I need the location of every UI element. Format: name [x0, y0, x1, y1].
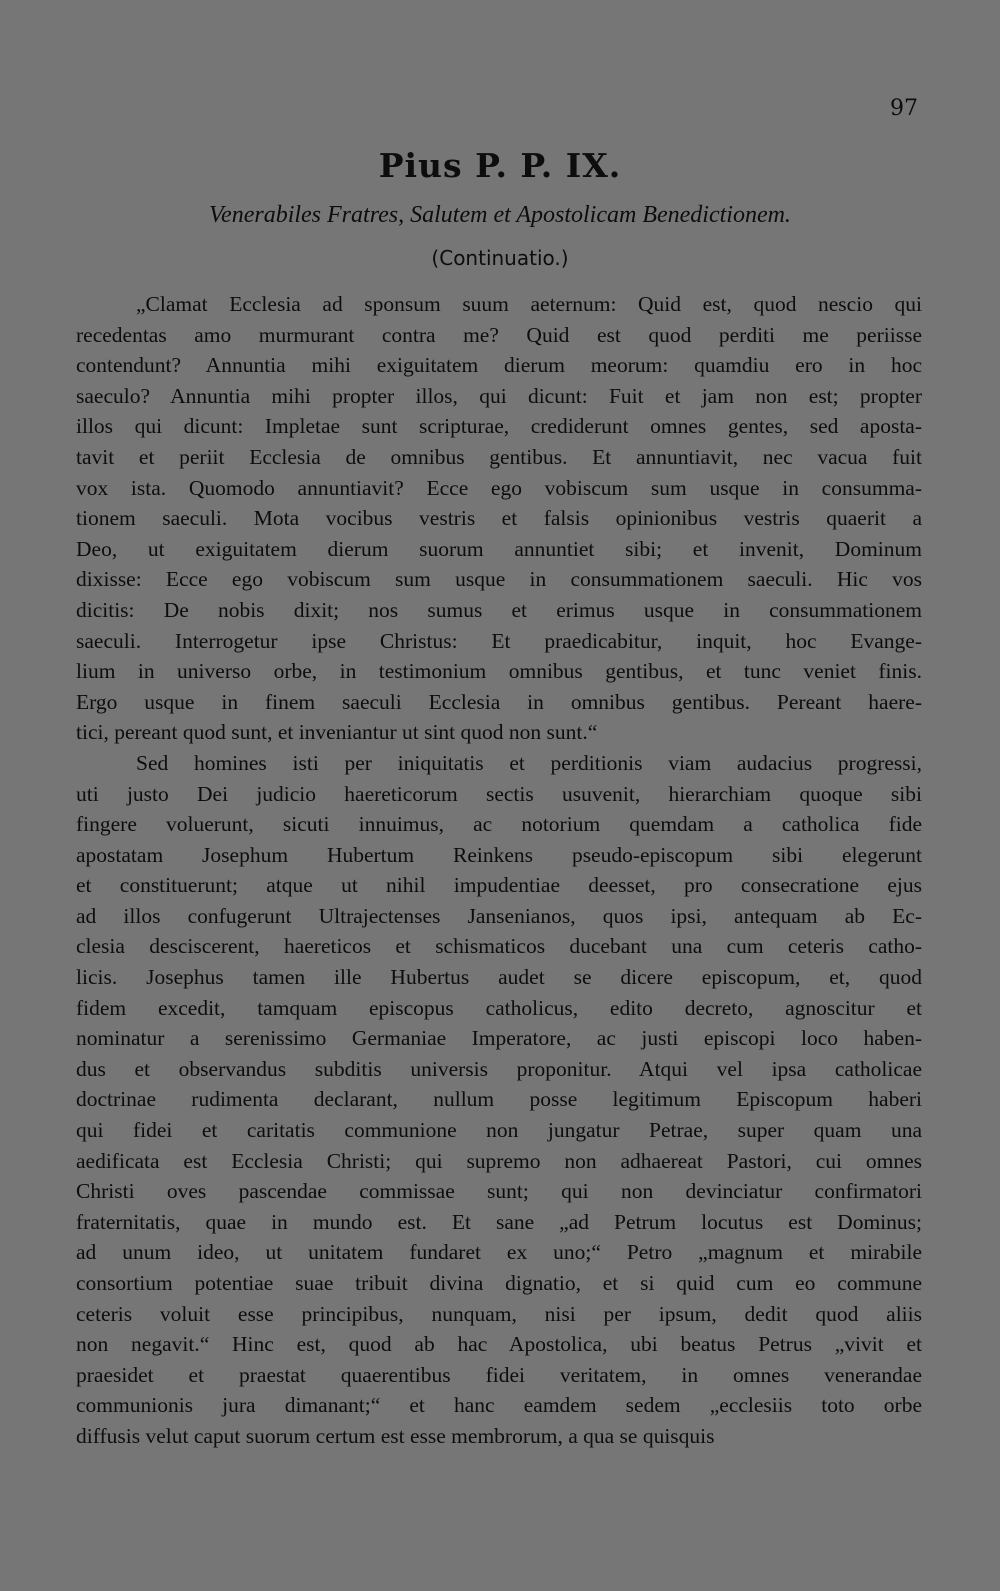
text-line: saeculo? Annuntia mihi propter illos, qui dicunt: Fuit et jam non est; propter	[76, 383, 922, 408]
text-line: tavit et periit Ecclesia de omnibus gentibus. Et annuntiavit, nec vacua fuit	[76, 444, 922, 469]
text-line: clesia desciscerent, haereticos et schismaticos ducebant una cum ceteris catho-	[76, 934, 922, 959]
text-line: ad unum ideo, ut unitatem fundaret ex uno;“ Petro „magnum et mirabile	[76, 1240, 922, 1265]
text-line: dus et observandus subditis universis proponitur. Atqui vel ipsa catholicae	[76, 1056, 922, 1081]
text-line: doctrinae rudimenta declarant, nullum posse legitimum Episcopum haberi	[76, 1087, 922, 1112]
text-line: tici, pereant quod sunt, et inveniantur ut sint quod non sunt.“	[76, 720, 598, 745]
paragraph	[76, 748, 922, 1452]
text-line: lium in universo orbe, in testimonium omnibus gentibus, et tunc veniet finis.	[76, 659, 922, 684]
text-line: „Clamat Ecclesia ad sponsum suum aeternum: Quid est, quod nescio qui	[136, 292, 922, 316]
text-line: Christi oves pascendae commissae sunt; qui non devinciatur confirmatori	[76, 1179, 922, 1204]
text-line: vox ista. Quomodo annuntiavit? Ecce ego vobiscum sum usque in consumma-	[76, 475, 922, 500]
text-line: tionem saeculi. Mota vocibus vestris et falsis opinionibus vestris quaerit a	[76, 506, 922, 531]
text-line: Ergo usque in finem saeculi Ecclesia in omnibus gentibus. Pereant haere-	[76, 689, 922, 714]
text-line: ceteris voluit esse principibus, nunquam, nisi per ipsum, dedit quod aliis	[76, 1301, 922, 1326]
text-line: aedificata est Ecclesia Christi; qui supremo non adhaereat Pastori, cui omnes	[76, 1148, 922, 1173]
text-line: uti justo Dei judicio haereticorum sectis usuvenit, hierarchiam quoque sibi	[76, 781, 922, 806]
text-line: dixisse: Ecce ego vobiscum sum usque in consummationem saeculi. Hic vos	[76, 567, 922, 592]
text-line: diffusis velut caput suorum certum est esse membrorum, a qua se quisquis	[76, 1423, 715, 1448]
text-line: licis. Josephus tamen ille Hubertus audet se dicere episcopum, et, quod	[76, 965, 922, 990]
continuation-label: (Continuatio.)	[431, 246, 569, 270]
text-line: fingere voluerunt, sicuti innuimus, ac notorium quemdam a catholica fide	[76, 812, 922, 837]
body-text	[76, 289, 922, 1452]
text-line: illos qui dicunt: Impletae sunt scripturae, crediderunt omnes gentes, sed aposta-	[76, 414, 922, 439]
text-line: dicitis: De nobis dixit; nos sumus et erimus usque in consummationem	[76, 597, 922, 622]
text-line: et constituerunt; atque ut nihil impudentiae deesset, pro consecratione ejus	[76, 873, 922, 898]
text-line: saeculi. Interrogetur ipse Christus: Et praedicabitur, inquit, hoc Evange-	[76, 628, 922, 653]
text-line: recedentas amo murmurant contra me? Quid est quod perditi me periisse	[76, 322, 922, 347]
text-line: non negavit.“ Hinc est, quod ab hac Apostolica, ubi beatus Petrus „vivit et	[76, 1332, 922, 1357]
paragraph	[76, 289, 922, 748]
text-line: contendunt? Annuntia mihi exiguitatem dierum meorum: quamdiu ero in hoc	[76, 353, 922, 378]
text-line: Sed homines isti per iniquitatis et perditionis viam audacius progressi,	[136, 750, 922, 775]
page-title: Pius P. P. IX.	[378, 146, 622, 185]
text-line: nominatur a serenissimo Germaniae Imperatore, ac justi episcopi loco haben-	[76, 1026, 922, 1051]
text-line: apostatam Josephum Hubertum Reinkens pseudo-episcopum sibi elegerunt	[76, 842, 922, 867]
text-line: consortium potentiae suae tribuit divina dignatio, et si quid cum eo commune	[76, 1271, 922, 1295]
text-line: fraternitatis, quae in mundo est. Et sane „ad Petrum locutus est Dominus;	[76, 1209, 922, 1234]
text-line: praesidet et praestat quaerentibus fidei veritatem, in omnes venerandae	[76, 1362, 922, 1387]
text-line: ad illos confugerunt Ultrajectenses Jansenianos, quos ipsi, antequam ab Ec-	[76, 903, 922, 928]
text-line: communionis jura dimanant;“ et hanc eamdem sedem „ecclesiis toto orbe	[76, 1393, 922, 1418]
text-line: qui fidei et caritatis communione non jungatur Petrae, super quam una	[76, 1118, 922, 1143]
text-line: fidem excedit, tamquam episcopus catholicus, edito decreto, agnoscitur et	[76, 995, 922, 1020]
text-line: Deo, ut exiguitatem dierum suorum annuntiet sibi; et invenit, Dominum	[76, 536, 922, 561]
page-number: 97	[890, 96, 918, 121]
salutation: Venerabiles Fratres, Salutem et Apostolicam Benedictionem.	[209, 202, 791, 228]
